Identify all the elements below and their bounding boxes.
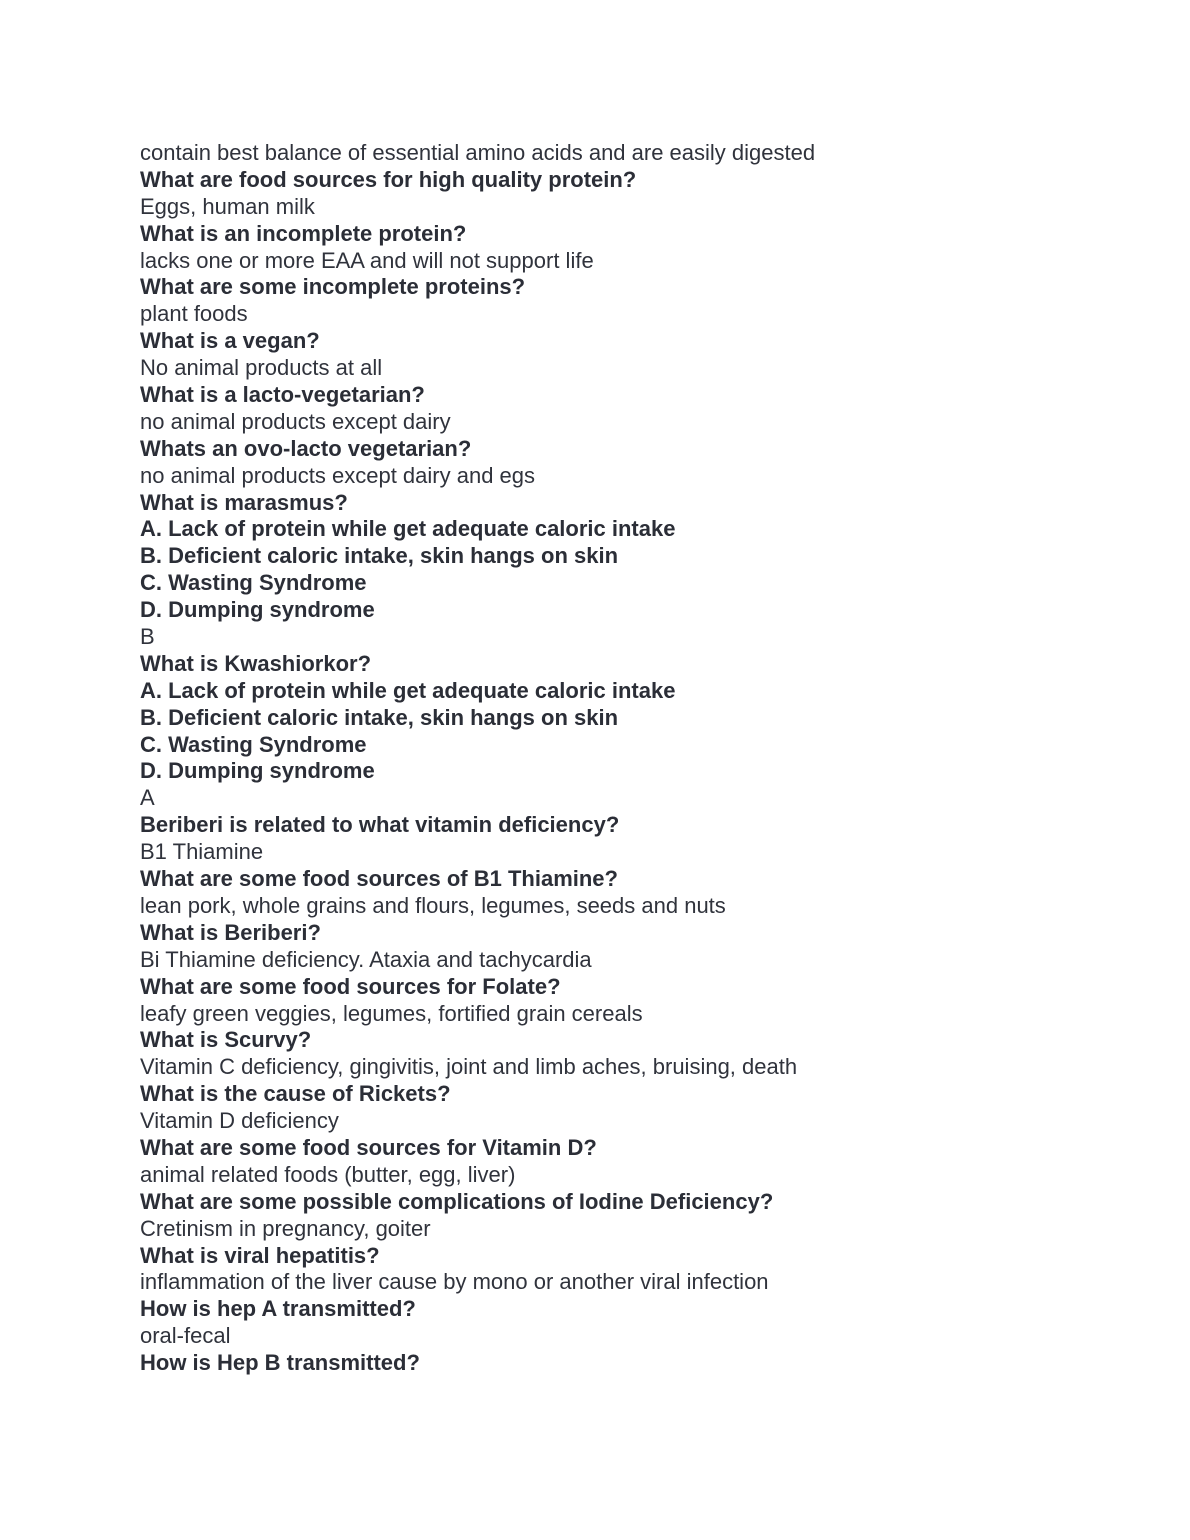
answer-line: B [140, 624, 155, 650]
answer-line: animal related foods (butter, egg, liver) [140, 1161, 516, 1187]
answer-line: B1 Thiamine [140, 839, 264, 865]
answer-line: Vitamin C deficiency, gingivitis, joint and limb aches, bruising, death [140, 1054, 798, 1080]
question-line: What is a vegan? [140, 328, 320, 354]
question-line: What is Scurvy? [140, 1027, 312, 1053]
question-line: What are food sources for high quality protein? [140, 166, 637, 192]
question-line: D. Dumping syndrome [140, 758, 375, 784]
question-line: C. Wasting Syndrome [140, 570, 367, 596]
question-line: C. Wasting Syndrome [140, 731, 367, 757]
question-line: B. Deficient caloric intake, skin hangs on skin [140, 543, 619, 569]
question-line: What are some possible complications of Iodine Deficiency? [140, 1188, 774, 1214]
answer-line: no animal products except dairy [140, 408, 451, 434]
question-line: D. Dumping syndrome [140, 597, 375, 623]
answer-line: inflammation of the liver cause by mono or another viral infection [140, 1269, 769, 1295]
question-line: Beriberi is related to what vitamin deficiency? [140, 812, 620, 838]
question-line: B. Deficient caloric intake, skin hangs on skin [140, 704, 619, 730]
answer-line: No animal products at all [140, 355, 383, 381]
answer-line: Cretinism in pregnancy, goiter [140, 1215, 431, 1241]
question-line: What is viral hepatitis? [140, 1242, 380, 1268]
question-line: What are some food sources for Folate? [140, 973, 561, 999]
question-line: What is Beriberi? [140, 919, 321, 945]
question-line: What is a lacto-vegetarian? [140, 382, 425, 408]
answer-line: Bi Thiamine deficiency. Ataxia and tachycardia [140, 946, 592, 972]
answer-line: Eggs, human milk [140, 193, 315, 219]
answer-line: leafy green veggies, legumes, fortified grain cereals [140, 1000, 643, 1026]
answer-line: Vitamin D deficiency [140, 1108, 339, 1134]
question-line: A. Lack of protein while get adequate caloric intake [140, 516, 676, 542]
question-line: How is hep A transmitted? [140, 1296, 416, 1322]
question-line: What is Kwashiorkor? [140, 650, 372, 676]
answer-line: no animal products except dairy and egs [140, 462, 536, 488]
question-line: How is Hep B transmitted? [140, 1350, 420, 1376]
question-line: Whats an ovo-lacto vegetarian? [140, 435, 472, 461]
question-line: What are some food sources of B1 Thiamine? [140, 866, 618, 892]
answer-line: oral-fecal [140, 1323, 231, 1349]
question-line: A. Lack of protein while get adequate caloric intake [140, 677, 676, 703]
question-line: What is marasmus? [140, 489, 348, 515]
answer-line: lean pork, whole grains and flours, legumes, seeds and nuts [140, 892, 726, 918]
answer-line: plant foods [140, 301, 248, 327]
document-body [140, 140, 1100, 1377]
question-line: What are some food sources for Vitamin D? [140, 1134, 597, 1160]
answer-line: A [140, 785, 155, 811]
question-line: What are some incomplete proteins? [140, 274, 526, 300]
question-line: What is an incomplete protein? [140, 220, 467, 246]
question-line: What is the cause of Rickets? [140, 1081, 451, 1107]
answer-line: contain best balance of essential amino acids and are easily digested [140, 140, 816, 165]
answer-line: lacks one or more EAA and will not support life [140, 247, 594, 273]
